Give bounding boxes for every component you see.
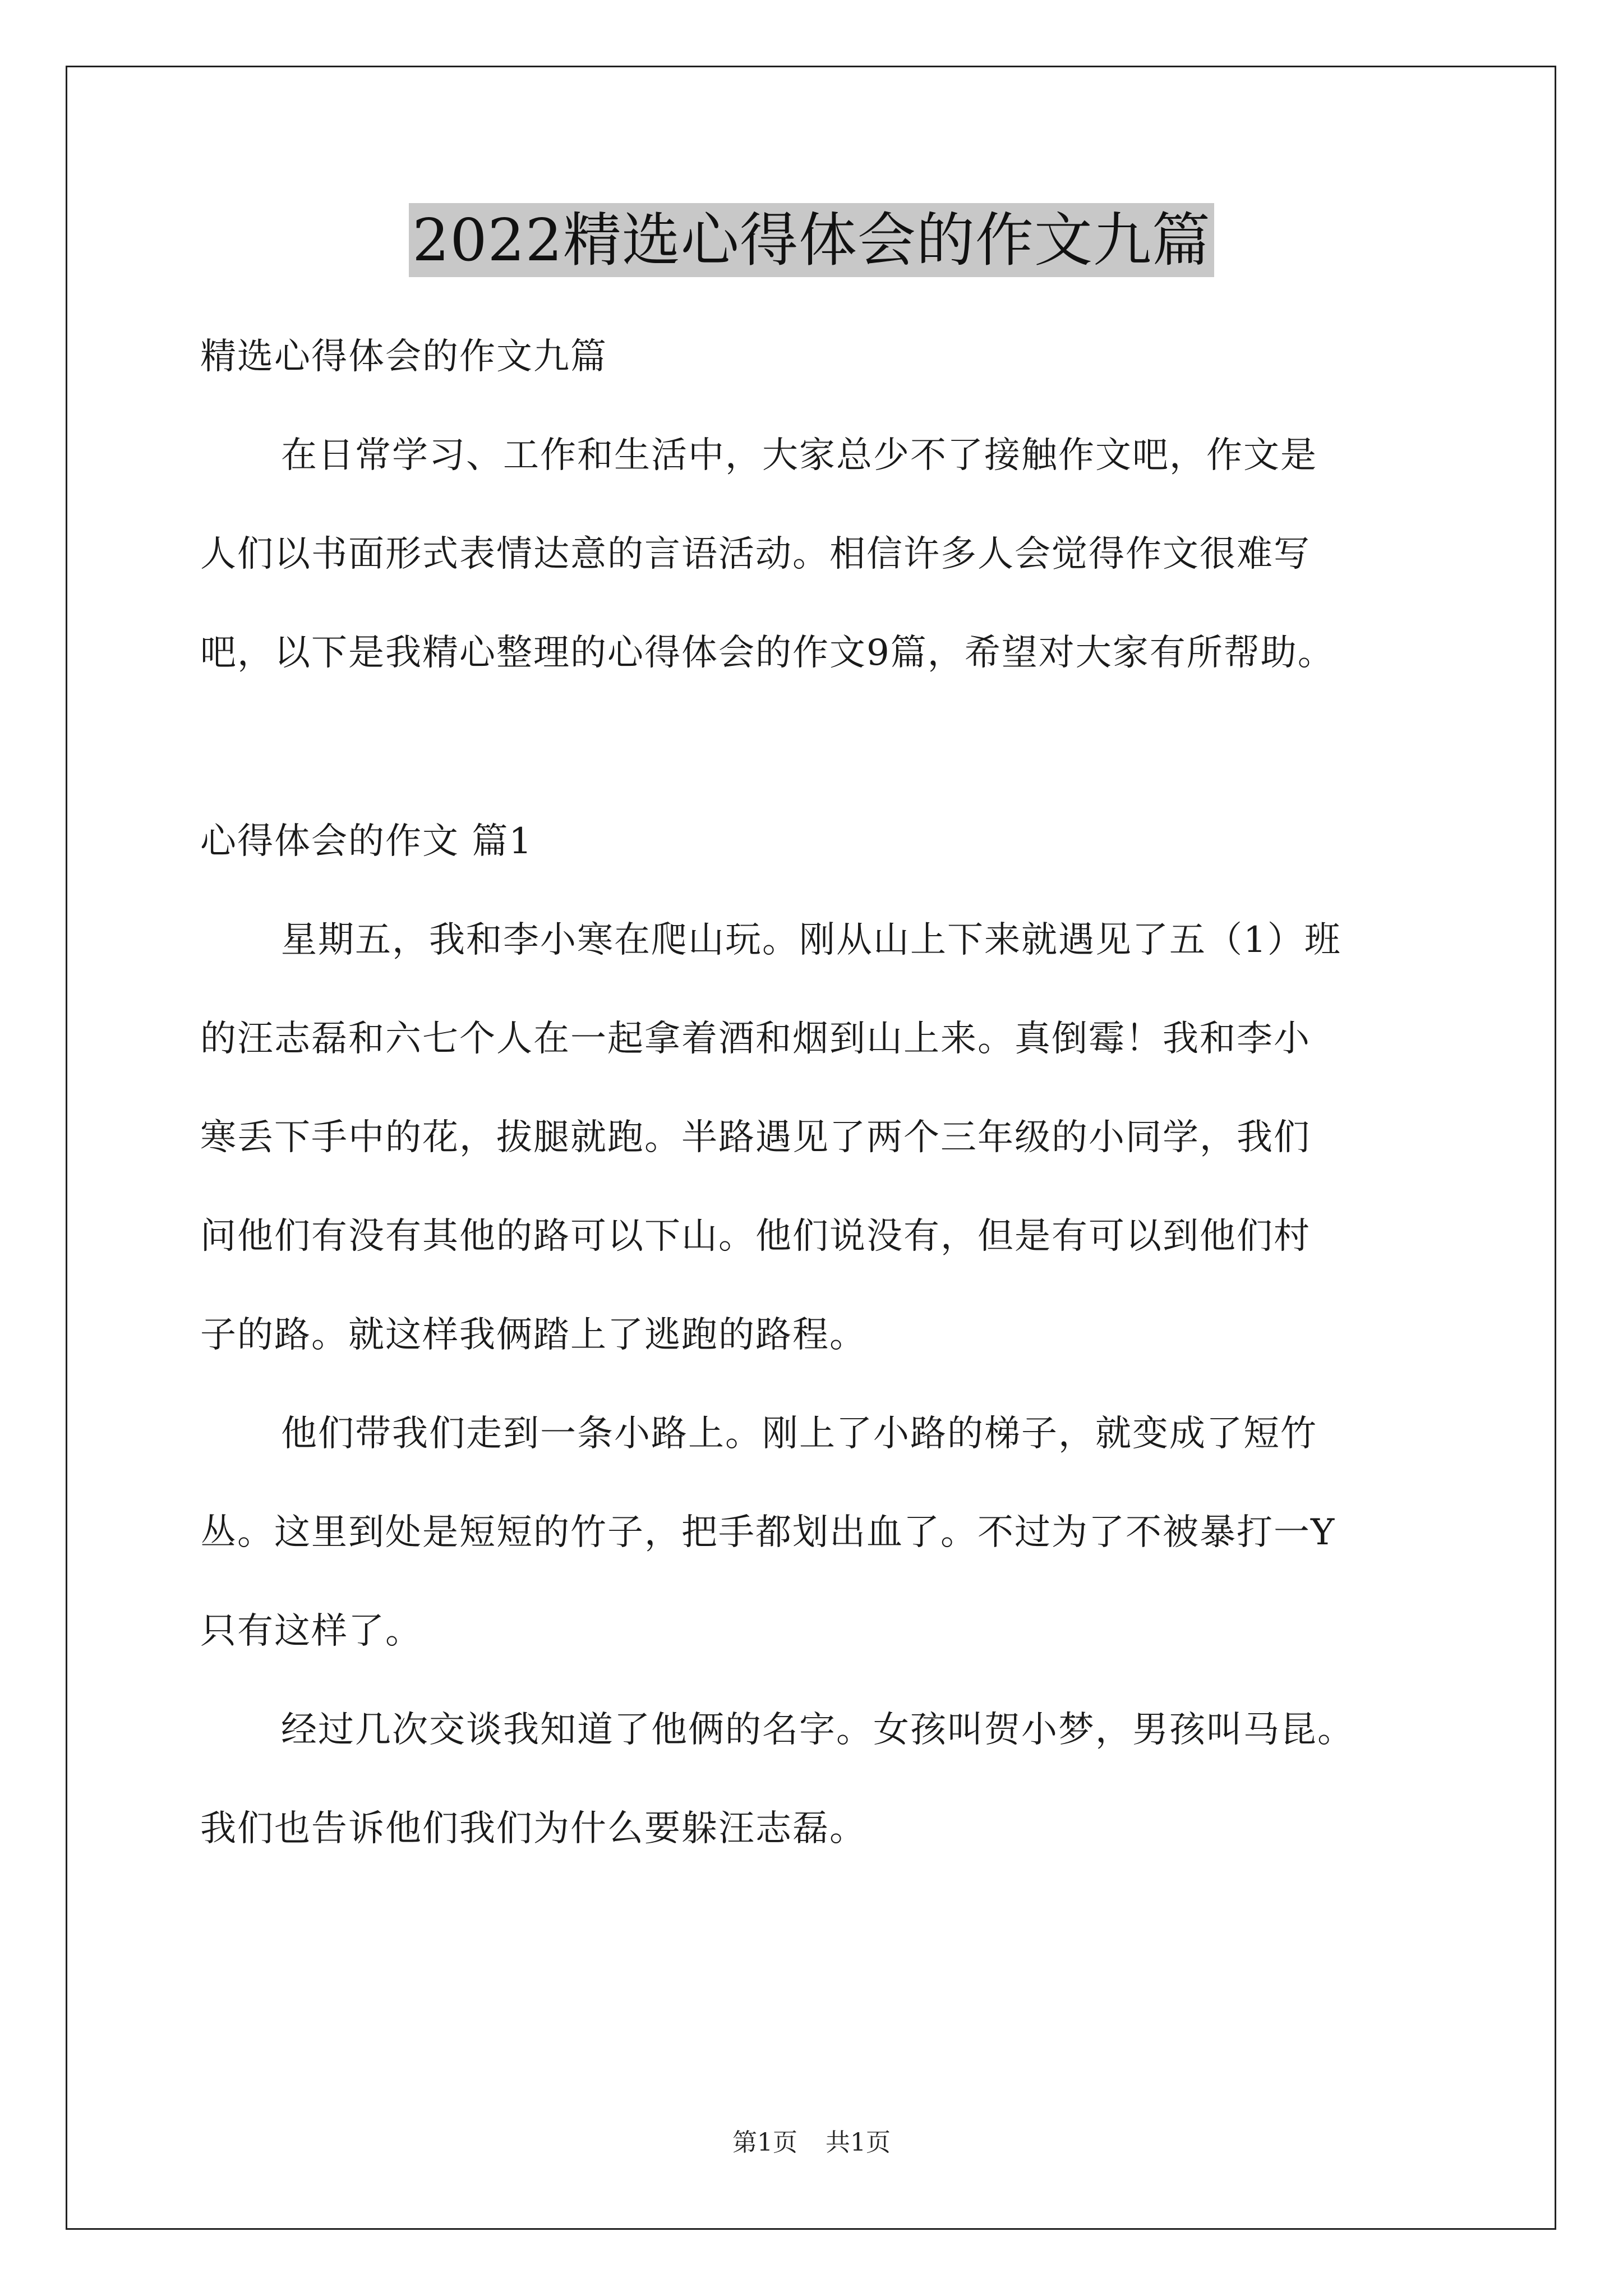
- document-title: 2022精选心得体会的作文九篇: [409, 203, 1214, 277]
- paragraph-line: 我们也告诉他们我们为什么要躲汪志磊。: [200, 1808, 866, 1849]
- paragraph-line: 他们带我们走到一条小路上。刚上了小路的梯子，就变成了短竹: [281, 1413, 1317, 1455]
- spacer: [200, 702, 1434, 792]
- section-heading: 心得体会的作文 篇1: [200, 821, 533, 862]
- paragraph-line: 经过几次交谈我知道了他俩的名字。女孩叫贺小梦，男孩叫马昆。: [281, 1709, 1354, 1751]
- intro-line: 人们以书面形式表情达意的言语活动。相信许多人会觉得作文很难写: [200, 533, 1311, 575]
- paragraph-line: 子的路。就这样我俩踏上了逃跑的路程。: [200, 1314, 866, 1356]
- document-subtitle: 精选心得体会的作文九篇: [200, 336, 607, 378]
- intro-line: 吧，以下是我精心整理的心得体会的作文9篇，希望对大家有所帮助。: [200, 632, 1335, 674]
- intro-line: 在日常学习、工作和生活中，大家总少不了接触作文吧，作文是: [281, 435, 1317, 476]
- page-number: 第1页: [732, 2128, 797, 2157]
- title-container: [0, 203, 1623, 277]
- paragraph-line: 问他们有没有其他的路可以下山。他们说没有，但是有可以到他们村: [200, 1216, 1311, 1257]
- paragraph-line: 星期五，我和李小寒在爬山玩。刚从山上下来就遇见了五（1）班: [281, 919, 1341, 961]
- paragraph-line: 的汪志磊和六七个人在一起拿着酒和烟到山上来。真倒霉！我和李小: [200, 1018, 1311, 1060]
- page-footer: [0, 2126, 1623, 2160]
- paragraph-line: 只有这样了。: [200, 1611, 422, 1652]
- paragraph-line: 寒丢下手中的花，拔腿就跑。半路遇见了两个三年级的小同学，我们: [200, 1117, 1311, 1158]
- document-body: [200, 307, 1434, 1878]
- paragraph-line: 丛。这里到处是短短的竹子，把手都划出血了。不过为了不被暴打一Y: [200, 1512, 1336, 1553]
- page-total: 共1页: [826, 2128, 891, 2157]
